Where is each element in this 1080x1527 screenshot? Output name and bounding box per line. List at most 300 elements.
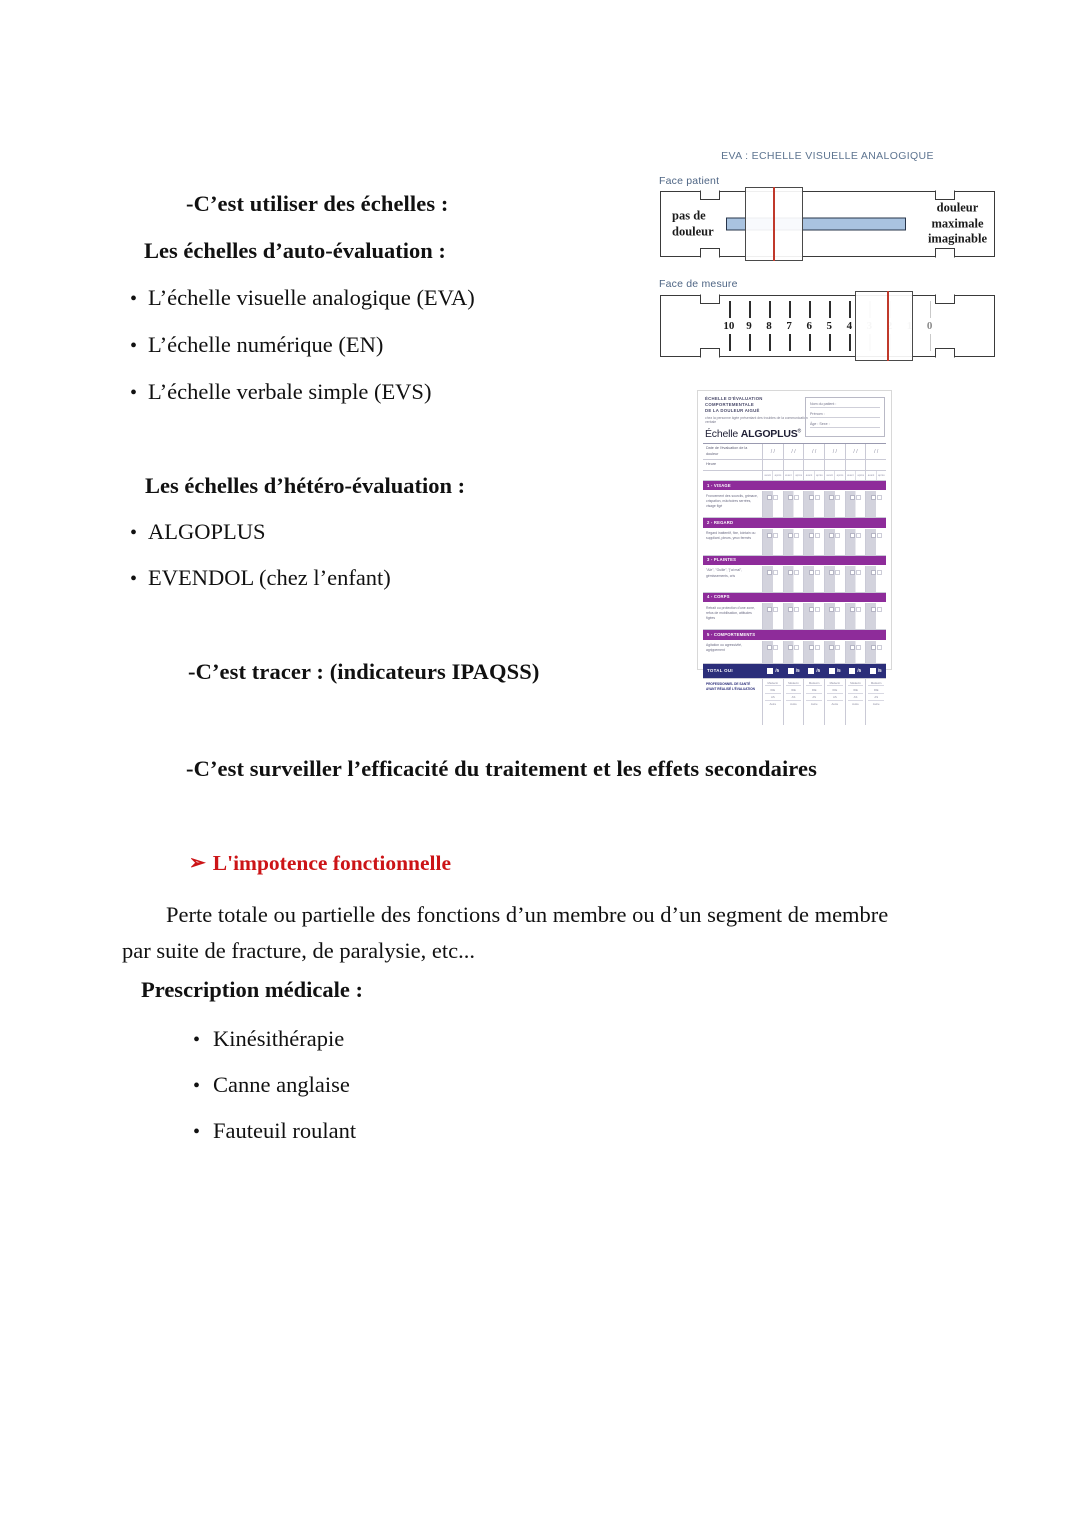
algoplus-total-cell[interactable] — [763, 668, 784, 674]
algoplus-option-cell[interactable] — [825, 641, 846, 663]
checkbox-non[interactable] — [856, 495, 861, 500]
algoplus-time-cell[interactable] — [763, 460, 784, 470]
algoplus-header-subtitle: chez la personne âgée présentant des troubles de la communication verbale — [705, 415, 808, 425]
tick-label: 8 — [766, 319, 772, 332]
algoplus-option-cell[interactable] — [763, 603, 784, 629]
checkbox-non[interactable] — [835, 607, 840, 612]
checkbox-non[interactable] — [773, 645, 778, 650]
tick-label: 7 — [786, 319, 792, 332]
footer-option-autre: Autre — [872, 702, 880, 707]
tick-label: 0 — [926, 319, 933, 332]
algoplus-footer-cell[interactable] — [763, 679, 784, 725]
checkbox-non[interactable] — [773, 570, 778, 575]
algoplus-item-description: Froncement des sourcils, grimace, crispation, mâchoires serrées, visage figé — [703, 491, 763, 517]
algoplus-footer-row — [703, 678, 886, 725]
algoplus-subheader-cell — [784, 471, 805, 480]
subheader-avant: avant — [866, 471, 876, 480]
date-slash: / / — [832, 448, 837, 455]
eva-patient-face-label: Face patient — [659, 175, 720, 187]
paragraph-line-2: par suite de fracture, de paralysie, etc... — [122, 938, 475, 963]
tick-label: 5 — [826, 319, 833, 332]
algoplus-table — [703, 443, 886, 725]
checkbox-oui[interactable] — [809, 607, 814, 612]
algoplus-total-row — [703, 664, 886, 678]
footer-option-ide: IDE — [786, 688, 802, 694]
tick-label: 4 — [846, 319, 853, 332]
algoplus-time-cells — [763, 460, 886, 470]
tick-mark-down — [849, 334, 851, 351]
checkbox-non[interactable] — [877, 570, 882, 575]
algoplus-brand-registered: ® — [797, 428, 801, 435]
bullet-glyph: • — [130, 335, 138, 357]
algoplus-patient-id-box[interactable] — [805, 397, 885, 437]
algoplus-option-cell[interactable] — [784, 603, 805, 629]
algoplus-date-cell[interactable] — [763, 444, 784, 459]
ruler-notch-bottom-left — [700, 248, 720, 258]
algoplus-option-cell[interactable] — [763, 529, 784, 555]
checkbox-oui[interactable] — [850, 570, 855, 575]
algoplus-title-line-3: DE LA DOULEUR AIGUË — [705, 408, 760, 414]
checkbox-non[interactable] — [794, 533, 799, 538]
list-item-algoplus — [130, 520, 266, 545]
algoplus-time-cell[interactable] — [804, 460, 825, 470]
checkbox-oui[interactable] — [809, 533, 814, 538]
total-score-box[interactable] — [870, 668, 876, 674]
checkbox-oui[interactable] — [767, 495, 772, 500]
footer-option-autre: Autre — [852, 702, 859, 707]
footer-option-ide: IDE — [848, 688, 864, 694]
checkbox-non[interactable] — [856, 570, 861, 575]
subheader-avant: avant — [825, 471, 835, 480]
eva-left-end-label — [672, 208, 714, 239]
algoplus-option-cell[interactable] — [804, 566, 825, 592]
ruler-notch-top-left — [700, 294, 720, 304]
algoplus-footer-label-line-1: PROFESSIONNEL DE SANTÉ — [706, 681, 751, 686]
checkbox-oui[interactable] — [829, 495, 834, 500]
tick-mark-down — [769, 334, 771, 351]
algoplus-option-cell[interactable] — [846, 566, 867, 592]
tick-mark-down — [829, 334, 831, 351]
tick-mark-up — [849, 301, 851, 318]
checkbox-non[interactable] — [773, 533, 778, 538]
algoplus-option-cell[interactable] — [866, 566, 886, 592]
algoplus-footer-label — [703, 679, 763, 725]
eva-right-end-line-3: imaginable — [927, 231, 987, 246]
footer-option-medecin: Médecin — [806, 681, 822, 687]
footer-option-autre: Autre — [769, 702, 777, 707]
tick-mark-up — [749, 301, 751, 318]
algoplus-subheader-cell — [846, 471, 867, 480]
algoplus-option-cell[interactable] — [763, 641, 784, 663]
algoplus-item-description: "Aïe", "Ouille", "j'ai mal", gémissements, cris — [703, 566, 763, 592]
checkbox-non[interactable] — [856, 645, 861, 650]
bullet-glyph: • — [130, 568, 138, 590]
footer-option-as: AS — [827, 695, 843, 701]
line-utiliser-echelles: -C’est utiliser des échelles : — [186, 191, 449, 216]
checkbox-non[interactable] — [835, 533, 840, 538]
list-item-en — [130, 333, 383, 358]
checkbox-non[interactable] — [877, 533, 882, 538]
checkbox-oui[interactable] — [829, 645, 834, 650]
checkbox-oui[interactable] — [767, 645, 772, 650]
total-score-value: /5 — [795, 668, 800, 674]
checkbox-oui[interactable] — [767, 533, 772, 538]
algoplus-option-cell[interactable] — [784, 641, 805, 663]
algoplus-date-cell[interactable] — [825, 444, 846, 459]
eva-measure-cursor-window[interactable] — [855, 291, 913, 361]
date-slash: / / — [791, 448, 796, 455]
checkbox-non[interactable] — [815, 607, 820, 612]
checkbox-oui[interactable] — [788, 607, 793, 612]
algoplus-option-cell[interactable] — [763, 566, 784, 592]
algoplus-total-cell[interactable] — [845, 668, 866, 674]
algoplus-item-description: Retrait ou protection d'une zone, refus de mobilisation, attitudes figées — [703, 603, 763, 629]
algoplus-option-cell[interactable] — [846, 641, 867, 663]
algoplus-title-line-2: COMPORTEMENTALE — [705, 402, 755, 408]
total-score-box[interactable] — [788, 668, 794, 674]
algoplus-time-cell[interactable] — [784, 460, 805, 470]
algoplus-option-cell[interactable] — [866, 529, 886, 555]
algoplus-date-cell[interactable] — [804, 444, 825, 459]
algoplus-row-date — [703, 444, 886, 460]
eva-measure-cursor-line — [887, 291, 889, 361]
algoplus-section-header-plaintes: 3 - PLAINTES — [703, 556, 886, 566]
algoplus-row-time-label: Heure — [703, 460, 763, 470]
algoplus-option-cell[interactable] — [825, 491, 846, 517]
algoplus-id-field-nom: Nom du patient : — [810, 402, 880, 408]
tick-mark-down — [809, 334, 811, 351]
total-score-value: /5 — [836, 668, 841, 674]
checkbox-oui[interactable] — [850, 607, 855, 612]
footer-option-ide: IDE — [765, 688, 781, 694]
checkbox-oui[interactable] — [850, 495, 855, 500]
algoplus-time-cell[interactable] — [846, 460, 867, 470]
algoplus-date-cells — [763, 444, 886, 459]
bullet-glyph: • — [130, 522, 138, 544]
checkbox-non[interactable] — [773, 607, 778, 612]
checkbox-oui[interactable] — [871, 645, 876, 650]
footer-option-as: AS — [868, 695, 884, 701]
checkbox-oui[interactable] — [850, 645, 855, 650]
checkbox-oui[interactable] — [788, 495, 793, 500]
bullet-glyph: • — [130, 288, 138, 310]
section-heading-label: L'impotence fonctionnelle — [212, 851, 452, 875]
footer-option-as: AS — [786, 695, 802, 701]
line-tracer-ipaqss: -C’est tracer : (indicateurs IPAQSS) — [188, 659, 540, 684]
ruler-notch-bottom-right — [935, 248, 955, 258]
algoplus-section-header-regard: 2 - REGARD — [703, 518, 886, 528]
algoplus-id-field-prenom: Prénom : — [810, 412, 880, 418]
checkbox-non[interactable] — [877, 645, 882, 650]
checkbox-non[interactable] — [794, 570, 799, 575]
checkbox-non[interactable] — [773, 495, 778, 500]
list-item-label: L’échelle visuelle analogique (EVA) — [148, 285, 475, 310]
checkbox-non[interactable] — [856, 533, 861, 538]
tick-mark-up — [769, 301, 771, 318]
algoplus-section-header-visage: 1 - VISAGE — [703, 481, 886, 491]
date-slash: / / — [812, 448, 817, 455]
list-item-eva — [130, 286, 475, 311]
algoplus-option-cell[interactable] — [846, 603, 867, 629]
algoplus-row-date-label: Date de l'évaluation de la douleur — [703, 444, 763, 459]
checkbox-oui[interactable] — [850, 533, 855, 538]
algoplus-option-cell[interactable] — [804, 641, 825, 663]
date-slash: / / — [853, 448, 858, 455]
list-item-label: ALGOPLUS — [148, 519, 266, 544]
date-slash: / / — [874, 448, 879, 455]
algoplus-footer-cell[interactable] — [846, 679, 867, 725]
tick-mark-up — [930, 301, 932, 318]
checkbox-oui[interactable] — [829, 533, 834, 538]
eva-scale-figure — [655, 150, 1000, 378]
algoplus-option-cell[interactable] — [866, 603, 886, 629]
algoplus-option-cell[interactable] — [784, 491, 805, 517]
algoplus-footer-cells — [763, 679, 886, 725]
algoplus-total-cells — [763, 668, 886, 674]
footer-option-ide: IDE — [827, 688, 843, 694]
algoplus-header — [698, 391, 891, 443]
algoplus-date-cell[interactable] — [784, 444, 805, 459]
subheader-avant: avant — [784, 471, 794, 480]
eva-right-end-label — [928, 201, 987, 248]
algoplus-brand-prefix: Échelle — [705, 428, 741, 441]
bullet-glyph: • — [130, 382, 138, 404]
algoplus-section-header-comportements: 5 - COMPORTEMENTS — [703, 630, 886, 640]
checkbox-oui[interactable] — [788, 570, 793, 575]
checkbox-non[interactable] — [835, 570, 840, 575]
algoplus-time-cell[interactable] — [825, 460, 846, 470]
ruler-notch-top-left — [700, 190, 720, 200]
algoplus-option-cell[interactable] — [846, 491, 867, 517]
algoplus-item-plaintes — [703, 566, 886, 593]
algoplus-item-visage — [703, 491, 886, 518]
algoplus-subheader-cell — [804, 471, 825, 480]
algoplus-total-label: TOTAL OUI — [707, 668, 733, 674]
paragraph-impotence-definition — [122, 897, 982, 969]
prescription-item-label: Kinésithérapie — [213, 1026, 345, 1051]
subheader-apres: après — [836, 474, 844, 478]
algoplus-footer-cell[interactable] — [784, 679, 805, 725]
prescription-item-kinesitherapie — [193, 1026, 344, 1052]
algoplus-subheader-spacer — [703, 471, 763, 480]
paragraph-line-1: Perte totale ou partielle des fonctions d’un membre ou d’un segment de membre — [166, 902, 889, 927]
algoplus-option-cell[interactable] — [866, 491, 886, 517]
algoplus-item-regard — [703, 529, 886, 556]
checkbox-oui[interactable] — [871, 533, 876, 538]
algoplus-subheader-cell — [866, 471, 886, 480]
checkbox-oui[interactable] — [829, 607, 834, 612]
checkbox-oui[interactable] — [809, 645, 814, 650]
list-item-label: EVENDOL (chez l’enfant) — [148, 565, 391, 590]
algoplus-option-cell[interactable] — [846, 529, 867, 555]
footer-option-as: AS — [848, 695, 864, 701]
bullet-glyph: • — [193, 1075, 201, 1097]
subheader-avant: avant — [846, 471, 856, 480]
footer-option-autre: Autre — [790, 702, 797, 707]
subheader-apres: après — [774, 474, 782, 478]
checkbox-non[interactable] — [835, 495, 840, 500]
algoplus-id-field-age-sexe: Âge : Sexe : — [810, 422, 880, 428]
section-heading-impotence — [189, 851, 451, 876]
subheader-avant: avant — [804, 471, 814, 480]
subheading-prescription-medicale: Prescription médicale : — [141, 977, 364, 1002]
subheader-apres: après — [878, 474, 885, 478]
tick-label: 10 — [723, 319, 735, 332]
bullet-glyph: • — [193, 1121, 201, 1143]
algoplus-header-title — [705, 396, 810, 415]
checkbox-non[interactable] — [794, 607, 799, 612]
arrow-bullet-icon: ➢ — [189, 852, 206, 874]
prescription-item-fauteuil-roulant — [193, 1118, 356, 1144]
checkbox-non[interactable] — [794, 645, 799, 650]
tick-mark-up — [809, 301, 811, 318]
algoplus-brand-name: ALGOPLUS — [740, 428, 798, 441]
list-item-label: L’échelle numérique (EN) — [148, 332, 384, 357]
eva-right-end-line-1: douleur — [936, 200, 979, 215]
checkbox-oui[interactable] — [788, 533, 793, 538]
algoplus-item-description: Regard inattentif, fixe, lointain ou suppliant, pleurs, yeux fermés — [703, 529, 763, 555]
checkbox-oui[interactable] — [871, 495, 876, 500]
checkbox-non[interactable] — [877, 607, 882, 612]
checkbox-oui[interactable] — [767, 570, 772, 575]
subheader-avant: avant — [763, 471, 773, 480]
algoplus-option-cell[interactable] — [804, 491, 825, 517]
algoplus-row-subheaders — [703, 471, 886, 481]
bullet-glyph: • — [193, 1029, 201, 1051]
algoplus-item-options — [763, 491, 886, 517]
tick-mark-up — [829, 301, 831, 318]
algoplus-section-header-corps: 4 - CORPS — [703, 593, 886, 603]
algoplus-total-cell[interactable] — [866, 668, 887, 674]
total-score-box[interactable] — [829, 668, 835, 674]
total-score-value: /5 — [816, 668, 821, 674]
checkbox-non[interactable] — [794, 495, 799, 500]
algoplus-date-cell[interactable] — [846, 444, 867, 459]
checkbox-non[interactable] — [835, 645, 840, 650]
algoplus-subheader-cell — [825, 471, 846, 480]
algoplus-total-cell[interactable] — [804, 668, 825, 674]
checkbox-oui[interactable] — [809, 570, 814, 575]
algoplus-item-comportements — [703, 641, 886, 664]
checkbox-non[interactable] — [856, 607, 861, 612]
tick-mark-up — [729, 301, 731, 318]
footer-option-medecin: Médecin — [786, 681, 802, 687]
algoplus-option-cell[interactable] — [804, 603, 825, 629]
checkbox-oui[interactable] — [809, 495, 814, 500]
eva-cursor-line — [773, 187, 775, 261]
tick-mark-down — [729, 334, 731, 351]
tick-label: 6 — [806, 319, 812, 332]
algoplus-footer-cell[interactable] — [866, 679, 886, 725]
algoplus-option-cell[interactable] — [825, 529, 846, 555]
footer-option-medecin: Médecin — [765, 681, 781, 687]
checkbox-oui[interactable] — [871, 570, 876, 575]
prescription-item-label: Fauteuil roulant — [213, 1118, 357, 1143]
ruler-notch-bottom-left — [700, 348, 720, 358]
checkbox-oui[interactable] — [829, 570, 834, 575]
algoplus-option-cell[interactable] — [763, 491, 784, 517]
prescription-item-canne-anglaise — [193, 1072, 350, 1098]
checkbox-non[interactable] — [877, 495, 882, 500]
checkbox-non[interactable] — [815, 645, 820, 650]
algoplus-row-time — [703, 460, 886, 471]
algoplus-option-cell[interactable] — [866, 641, 886, 663]
subheading-hetero-evaluation: Les échelles d’hétéro-évaluation : — [145, 473, 466, 498]
tick-mark-down — [930, 334, 932, 351]
algoplus-item-corps — [703, 603, 886, 630]
algoplus-footer-cell[interactable] — [825, 679, 846, 725]
eva-left-end-line-1: pas de — [672, 208, 706, 223]
date-slash: / / — [770, 448, 775, 455]
algoplus-subheader-cell — [763, 471, 784, 480]
subheader-apres: après — [857, 474, 865, 478]
algoplus-option-cell[interactable] — [804, 529, 825, 555]
eva-left-end-line-2: douleur — [672, 224, 714, 238]
prescription-item-label: Canne anglaise — [213, 1072, 350, 1097]
algoplus-total-cell[interactable] — [825, 668, 846, 674]
footer-option-ide: IDE — [868, 688, 884, 694]
footer-option-autre: Autre — [831, 702, 839, 707]
checkbox-non[interactable] — [815, 570, 820, 575]
checkbox-oui[interactable] — [788, 645, 793, 650]
ruler-notch-top-right — [935, 190, 955, 200]
algoplus-item-options — [763, 566, 886, 592]
tick-label: 9 — [746, 319, 752, 332]
footer-option-autre: Autre — [810, 702, 818, 707]
algoplus-item-options — [763, 529, 886, 555]
list-item-evs — [130, 380, 431, 405]
subheading-auto-evaluation: Les échelles d’auto-évaluation : — [144, 238, 446, 263]
checkbox-oui[interactable] — [767, 607, 772, 612]
checkbox-oui[interactable] — [871, 607, 876, 612]
total-score-box[interactable] — [767, 668, 773, 674]
algoplus-footer-cell[interactable] — [804, 679, 825, 725]
eva-patient-face-ruler — [660, 191, 995, 257]
algoplus-scale-figure — [697, 390, 892, 707]
subheader-apres: après — [795, 474, 803, 478]
algoplus-subheader-cells — [763, 471, 886, 480]
eva-measure-face-label: Face de mesure — [659, 278, 738, 290]
total-score-value: /5 — [877, 668, 882, 674]
line-surveiller-efficacite: -C’est surveiller l’efficacité du traitement et les effets secondaires — [186, 756, 817, 781]
total-score-value: /5 — [775, 668, 780, 674]
algoplus-title-line-1: ÉCHELLE D'ÉVALUATION — [705, 396, 763, 401]
algoplus-footer-label-line-2: AYANT RÉALISÉ L'ÉVALUATION — [706, 686, 755, 691]
tick-mark-down — [749, 334, 751, 351]
footer-option-medecin: Médecin — [868, 681, 884, 687]
algoplus-time-cell[interactable] — [866, 460, 886, 470]
footer-option-as: AS — [806, 695, 822, 701]
total-score-box[interactable] — [849, 668, 855, 674]
list-item-evendol — [130, 566, 391, 591]
footer-option-ide: IDE — [806, 688, 822, 694]
algoplus-option-cell[interactable] — [825, 603, 846, 629]
algoplus-total-cell[interactable] — [784, 668, 805, 674]
eva-measure-face-ruler — [660, 295, 995, 357]
algoplus-item-options — [763, 603, 886, 629]
footer-option-medecin: Médecin — [827, 681, 843, 687]
algoplus-date-cell[interactable] — [866, 444, 886, 459]
algoplus-option-cell[interactable] — [784, 529, 805, 555]
total-score-box[interactable] — [808, 668, 814, 674]
eva-right-end-line-2: maximale — [931, 216, 984, 231]
algoplus-option-cell[interactable] — [825, 566, 846, 592]
algoplus-option-cell[interactable] — [784, 566, 805, 592]
list-item-label: L’échelle verbale simple (EVS) — [148, 379, 432, 404]
checkbox-non[interactable] — [815, 533, 820, 538]
checkbox-non[interactable] — [815, 495, 820, 500]
total-score-value: /5 — [857, 668, 862, 674]
